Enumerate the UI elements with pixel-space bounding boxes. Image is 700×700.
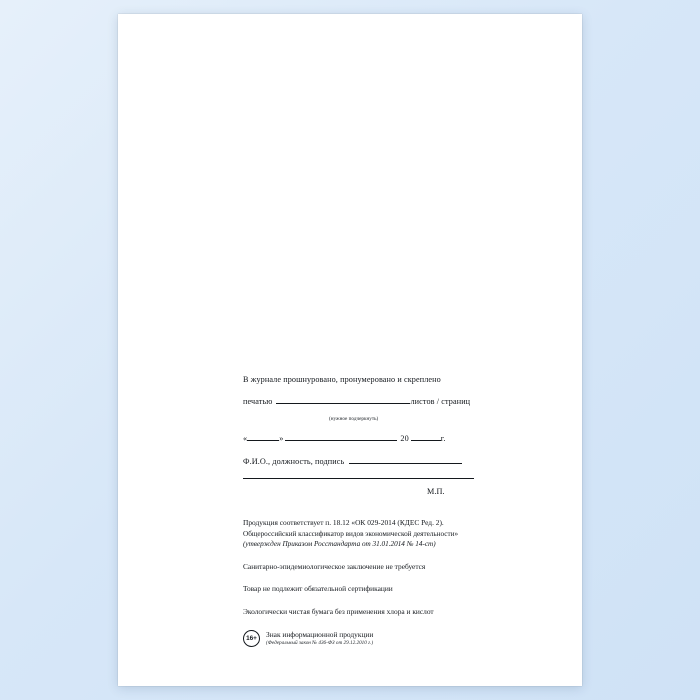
sheets-label: листов / страниц bbox=[410, 397, 471, 407]
underline-note: (нужное подчеркнуть) bbox=[329, 416, 379, 423]
product-conformity-line-2: Общероссийский классификатор видов экономической деятельности» bbox=[243, 529, 459, 538]
age-rating-icon: 16+ bbox=[243, 630, 260, 647]
product-conformity-line-3: (утвержден Приказом Росстандарта от 31.01.2014 № 14-ст) bbox=[243, 540, 436, 549]
year-fill-line[interactable] bbox=[411, 431, 441, 441]
fio-fill-line-second[interactable] bbox=[243, 469, 474, 479]
year-prefix: 20 bbox=[400, 434, 409, 444]
day-fill-line[interactable] bbox=[247, 431, 279, 441]
document-page bbox=[118, 14, 582, 686]
month-fill-line[interactable] bbox=[285, 431, 397, 441]
info-mark-text bbox=[266, 630, 373, 646]
day-open-quote: « bbox=[243, 434, 248, 444]
legal-block bbox=[118, 518, 700, 647]
year-suffix: г. bbox=[440, 434, 446, 444]
underline-note-wrap bbox=[243, 407, 700, 425]
seal-label: печатью bbox=[243, 397, 273, 407]
sanitary-conclusion-line: Санитарно-эпидемиологическое заключение не требуется bbox=[243, 561, 426, 571]
info-mark-row bbox=[243, 630, 700, 647]
certification-not-required-line: Товар не подлежит обязательной сертификации bbox=[243, 584, 393, 594]
product-conformity-line-1: Продукция соответствует п. 18.12 «ОК 029-2014 (КДЕС Ред. 2). bbox=[243, 518, 444, 527]
date-row bbox=[243, 431, 700, 444]
certification-intro-line: В журнале прошнуровано, пронумеровано и скреплено bbox=[243, 375, 441, 384]
fio-label: Ф.И.О., должность, подпись bbox=[243, 457, 345, 467]
certification-block bbox=[118, 374, 700, 497]
seal-row bbox=[243, 394, 700, 407]
seal-fill-line[interactable] bbox=[276, 394, 410, 404]
product-conformity-paragraph bbox=[243, 518, 700, 550]
fio-fill-line[interactable] bbox=[349, 454, 462, 464]
eco-paper-line: Экологически чистая бумага без применения хлора и кислот bbox=[243, 607, 434, 617]
stamp-place-label: М.П. bbox=[427, 487, 445, 497]
info-mark-law: (Федеральный закон № 436-ФЗ от 29.12.2010 г.) bbox=[266, 639, 374, 646]
fio-row bbox=[243, 454, 700, 467]
info-mark-title: Знак информационной продукции bbox=[266, 630, 374, 640]
document-content bbox=[118, 14, 582, 686]
day-close-quote: » bbox=[279, 434, 284, 444]
